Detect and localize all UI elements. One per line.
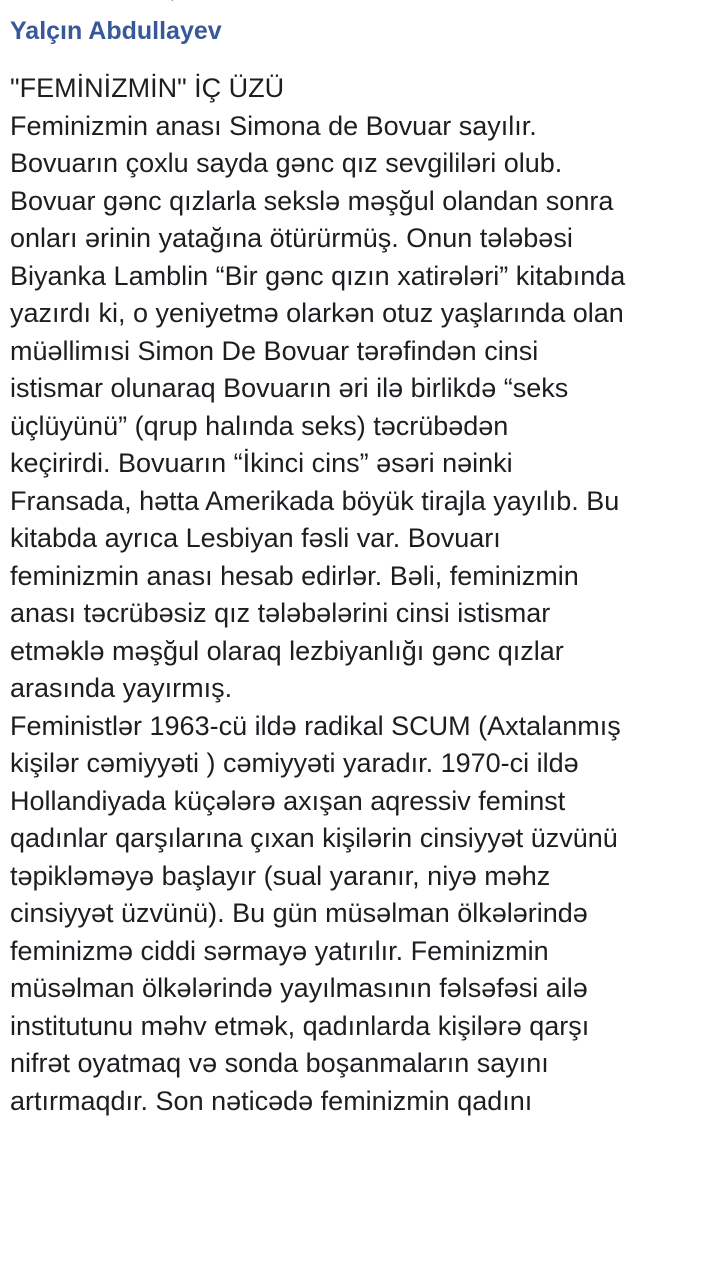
previous-content-remnant xyxy=(0,0,720,6)
post-text-line: qadınlar qarşılarına çıxan kişilərin cinsiyyət üzvünü xyxy=(10,823,618,853)
post-text-line: təpikləməyə başlayır (sual yaranır, niyə məhz xyxy=(10,860,551,891)
post-text-line: arasında yayırmış. xyxy=(10,673,233,703)
post-text-line: müsəlman ölkələrində yayılmasının fəlsəfəsi ailə xyxy=(10,973,588,1003)
post-text-line: Bovuar gənc qızlarla sekslə məşğul olandan sonra xyxy=(10,185,614,216)
post-text-line: cinsiyyət üzvünü). Bu gün müsəlman ölkələrində xyxy=(10,898,588,928)
post-text-line: üçlüyünü” (qrup halında seks) təcrübədən xyxy=(10,410,509,441)
post-text-line: nifrət oyatmaq və sonda boşanmaların sayını xyxy=(10,1048,549,1078)
post-text xyxy=(10,70,710,1120)
post-text-line: Bovuarın çoxlu sayda gənc qız sevgililəri olub. xyxy=(10,148,563,178)
post-text-line: Feministlər 1963-cü ildə radikal SCUM (Axtalanmış xyxy=(10,710,621,741)
post-text-line: onları ərinin yatağına ötürürmüş. Onun tələbəsi xyxy=(10,223,573,253)
post-text-line: Biyanka Lamblin “Bir gənc qızın xatirələri” kitabında xyxy=(10,260,626,291)
post-text-line: Hollandiyada küçələrə axışan aqressiv feminst xyxy=(10,785,566,816)
post-text-line: institutunu məhv etmək, qadınlarda kişilərə qarşı xyxy=(10,1010,590,1041)
post-text-line: keçirirdi. Bovuarın “İkinci cins” əsəri nəinki xyxy=(10,448,513,478)
post-title-line: "FEMİNİZMİN" İÇ ÜZÜ xyxy=(10,73,285,103)
post-text-line: feminizmə ciddi sərmayə yatırılır. Feminizmin xyxy=(10,935,549,966)
post-author-name[interactable]: Yalçın Abdullayev xyxy=(10,17,222,45)
post-text-line: Feminizmin anası Simona de Bovuar sayılır. xyxy=(10,110,537,141)
post-text-line: feminizmin anası hesab edirlər. Bəli, feminizmin xyxy=(10,560,579,591)
post-text-line: yazırdı ki, o yeniyetmə olarkən otuz yaşlarında olan xyxy=(10,298,624,328)
post-text-line: istismar olunaraq Bovuarın əri ilə birlikdə “seks xyxy=(10,373,569,403)
post-text-line: Fransada, hətta Amerikada böyük tirajla yayılıb. Bu xyxy=(10,485,620,516)
post-text-line: kişilər cəmiyyəti ) cəmiyyəti yaradır. 1970-ci ildə xyxy=(10,748,579,778)
post-text-line: etməklə məşğul olaraq lezbiyanlığı gənc qızlar xyxy=(10,635,564,666)
post-text-line: kitabda ayrıca Lesbiyan fəsli var. Bovuarı xyxy=(10,523,501,553)
post-text-line: anası təcrübəsiz qız tələbələrini cinsi istismar xyxy=(10,598,551,628)
post-text-line: müəllimısi Simon De Bovuar tərəfindən cinsi xyxy=(10,335,539,366)
post-text-line: artırmaqdır. Son nəticədə feminizmin qadını xyxy=(10,1085,533,1116)
